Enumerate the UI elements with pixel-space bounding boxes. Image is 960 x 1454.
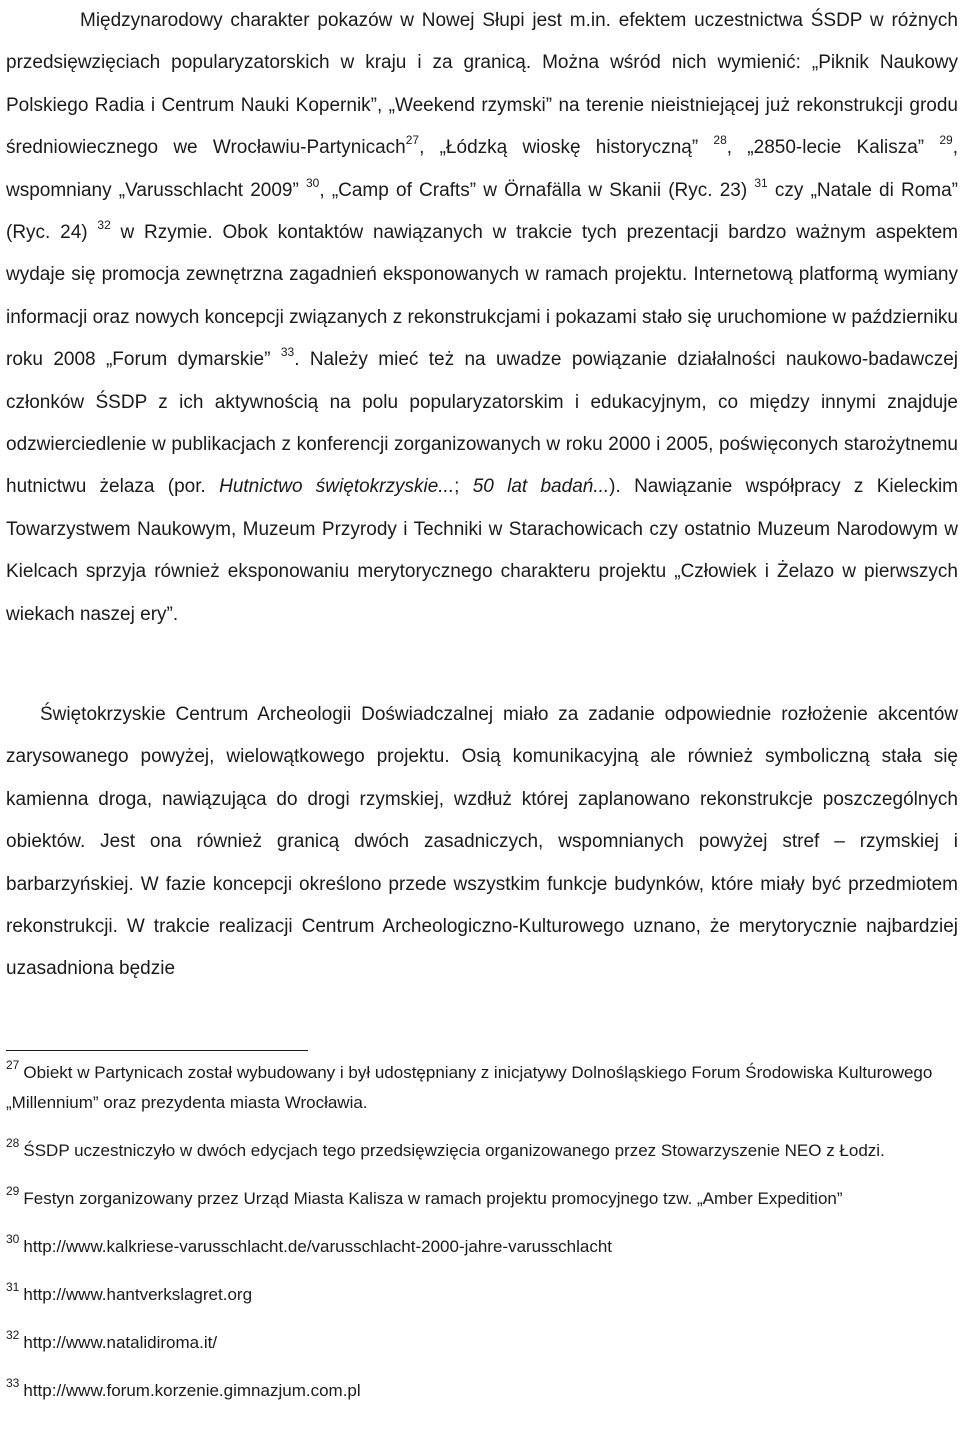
text-run: Międzynarodowy charakter pokazów w Nowej Słupi jest m.in. efektem uczestnictwa ŚSDP w różnych przedsięwzięciach popularyzatorskich w kraju i za granicą. Można wśród nich wymienić: „Piknik Naukowy Polskiego Radia i Centrum Nauki Kopernik”, „Weekend rzymski” na terenie nieistniejącej już rekonstrukcji grodu średniowiecznego we Wrocławiu-Partynicach [6, 10, 958, 159]
footnote-number: 32 [6, 1328, 20, 1342]
footnote-32 [6, 1328, 956, 1358]
text-run: czy „Natale di Roma” (Ryc. 24) [6, 179, 958, 244]
citation-title: 50 lat badań... [472, 476, 610, 498]
footnote-link[interactable]: http://www.kalkriese-varusschlacht.de/varusschlacht-2000-jahre-varusschlacht [23, 1237, 613, 1256]
footnote-link[interactable]: http://www.natalidiroma.it/ [23, 1333, 218, 1352]
footnote-number: 27 [6, 1058, 20, 1072]
citation-title: Hutnictwo świętokrzyskie... [219, 476, 455, 498]
text-run: Świętokrzyskie Centrum Archeologii Doświadczalnej miało za zadanie odpowiednie rozłożenie akcentów zarysowanego powyżej, wielowątkowego projektu. Osią komunikacyjną ale również symboliczną stała się kamienna droga, nawiązująca do drogi rzymskiej, wzdłuż której zaplanowano rekonstrukcje poszczególnych obiektów. Jest ona również granicą dwóch zasadniczych, wspomnianych powyżej stref – rzymskiej i barbarzyńskiej. W fazie koncepcji określono przede wszystkim funkcje budynków, które miały być przedmiotem rekonstrukcji. W trakcie realizacji Centrum Archeologiczno-Kulturowego uznano, że merytorycznie najbardziej uzasadniona będzie [6, 704, 958, 980]
text-run: , „Camp of Crafts” w Örnafälla w Skanii (Ryc. 23) [319, 179, 755, 201]
footnote-30 [6, 1232, 956, 1262]
footnote-27 [6, 1058, 956, 1118]
footnote-reference[interactable]: 28 [713, 133, 727, 148]
footnote-number: 28 [6, 1136, 20, 1150]
footnote-reference[interactable]: 32 [97, 218, 111, 233]
text-run: , wspomniany „Varusschlacht 2009” [6, 137, 958, 201]
footnote-link[interactable]: http://www.forum.korzenie.gimnazjum.com.pl [23, 1381, 361, 1400]
footnote-link[interactable]: http://www.hantverkslagret.org [23, 1285, 253, 1304]
footnote-number: 33 [6, 1376, 20, 1390]
footnote-29 [6, 1184, 956, 1214]
footnote-text: Festyn zorganizowany przez Urząd Miasta Kalisza w ramach projektu promocyjnego tzw. „Amber Expedition” [23, 1189, 843, 1208]
footnote-31 [6, 1280, 956, 1310]
text-run: ). Nawiązanie współpracy z Kieleckim Towarzystwem Naukowym, Muzeum Przyrody i Techniki w Starachowicach czy ostatnio Muzeum Narodowym w Kielcach sprzyja również eksponowaniu merytorycznego charakteru projektu „Człowiek i Żelazo w pierwszych wiekach naszej ery”. [6, 476, 959, 625]
footnote-reference[interactable]: 29 [939, 133, 953, 148]
footnote-reference[interactable]: 27 [405, 133, 420, 148]
footnote-28 [6, 1136, 956, 1166]
footnote-number: 29 [6, 1184, 20, 1198]
text-run: . Należy mieć też na uwadze powiązanie działalności naukowo-badawczej członków ŚSDP z ich aktywnością na polu popularyzatorskim i edukacyjnym, co między innymi znajduje odzwierciedlenie w publikacjach z konferencji zorganizowanych w roku 2000 i 2005, poświęconych starożytnemu hutnictwu żelaza (por. [6, 349, 958, 498]
text-run: ; [454, 476, 473, 498]
body-paragraph-1 [6, 0, 958, 636]
text-run: , „Łódzką wioskę historyczną” [419, 137, 714, 159]
footnote-number: 31 [6, 1280, 20, 1294]
footnote-33 [6, 1376, 956, 1406]
footnote-text: ŚSDP uczestniczyło w dwóch edycjach tego przedsięwzięcia organizowanego przez Stowarzyszenie NEO z Łodzi. [23, 1141, 885, 1160]
footnote-number: 30 [6, 1232, 20, 1246]
footnote-text: Obiekt w Partynicach został wybudowany i był udostępniany z inicjatywy Dolnośląskiego Forum Środowiska Kulturowego „Millennium” oraz prezydenta miasta Wrocławia. [6, 1063, 933, 1112]
text-run: , „2850-lecie Kalisza” [726, 137, 940, 159]
footnote-reference[interactable]: 33 [280, 345, 295, 360]
footnote-reference[interactable]: 31 [754, 175, 768, 190]
body-paragraph-2 [6, 694, 958, 991]
text-run: w Rzymie. Obok kontaktów nawiązanych w trakcie tych prezentacji bardzo ważnym aspektem wydaje się promocja zewnętrzna zagadnień eksponowanych w ramach projektu. Internetową platformą wymiany informacji oraz nowych koncepcji związanych z rekonstrukcjami i pokazami stało się uruchomione w październiku roku 2008 „Forum dymarskie” [6, 222, 958, 371]
footnote-reference[interactable]: 30 [306, 175, 320, 190]
footnotes-section [6, 1058, 956, 1406]
footnote-separator [6, 1050, 308, 1051]
